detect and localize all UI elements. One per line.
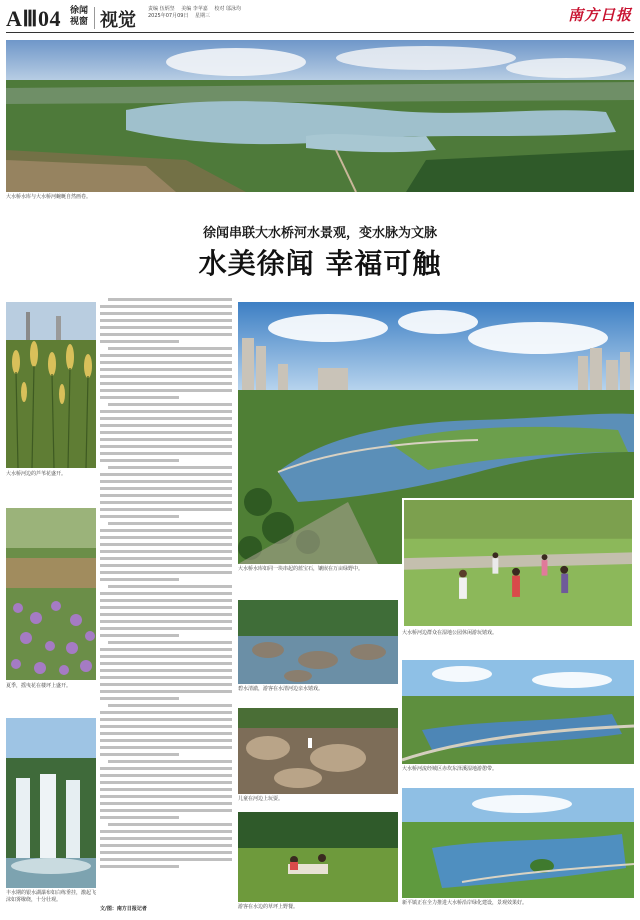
byline: 文/图：南方日报记者 — [100, 906, 147, 912]
photo-reeds — [6, 302, 96, 468]
caption-park-people: 大水桥河边群众在湿地公园休闲游玩嬉戏。 — [402, 630, 498, 636]
caption-reeds: 大水桥河边的芦苇花盛开。 — [6, 471, 67, 477]
photo-riverbank-green — [402, 788, 634, 898]
editor-credit: 责编 伍炳坚 — [148, 6, 175, 12]
photo-flowers — [6, 508, 96, 680]
panorama-photo — [6, 40, 634, 192]
caption-riverbank-green: 新平镇正在全力推进大水桥沿岸绿化建设，景观效果好。 — [402, 900, 528, 906]
editor-info — [148, 6, 288, 20]
photo-park-people — [402, 498, 634, 628]
photo-waterfall — [6, 718, 96, 888]
caption-waterfall: 丰水期的银水湖瀑布如白练垂挂，激起飞沫如雾缭绕，十分壮观。 — [6, 890, 97, 903]
caption-picnic: 游客在水边的草坪上野餐。 — [238, 904, 299, 910]
subheadline: 徐闻串联大水桥河水景观，变水脉为文脉 — [202, 226, 437, 241]
photo-wetland-path — [402, 660, 634, 764]
section-label-line-2: 视窗 — [69, 17, 88, 27]
newspaper-logo: 南方日报 — [567, 6, 632, 24]
headline: 水美徐闻 幸福可触 — [198, 247, 442, 280]
section-divider — [94, 7, 95, 29]
masthead — [0, 0, 640, 34]
proofreader-credit: 校对 邬泳均 — [214, 6, 241, 12]
photo-kids-river — [238, 708, 398, 794]
photo-rocks-stream — [238, 600, 398, 684]
caption-rocks-stream: 碧水清澈，游客在水清河边亲水嬉戏。 — [238, 686, 324, 692]
section-label-line-1: 徐闻 — [69, 6, 88, 16]
editor-info-row-1 — [148, 6, 288, 13]
weekday: 星期三 — [195, 13, 211, 19]
article-body — [100, 298, 232, 910]
caption-panorama: 大水桥水库与大水桥河蜿蜒自然画卷。 — [6, 194, 92, 200]
caption-river-city: 大水桥水库如同一块串起的蓝宝石，镶嵌在万亩绿野中。 — [238, 566, 364, 572]
page-number: AⅢ04 — [6, 6, 62, 31]
section-title: 视觉 — [100, 10, 136, 31]
caption-kids-river: 儿童在河边上玩耍。 — [238, 796, 284, 802]
caption-flowers: 夏季，摇曳花在楼坪上盛开。 — [6, 683, 72, 689]
designer-credit: 美编 李苹嘉 — [181, 6, 208, 12]
editor-info-row-2 — [148, 13, 288, 20]
issue-date: 2025年07月09日 — [148, 13, 189, 19]
section-label — [66, 6, 92, 30]
photo-picnic — [238, 812, 398, 902]
masthead-rule — [6, 32, 634, 33]
caption-wetland-path: 大水桥河流经城区赤坎东泽溪湿地游憩带。 — [402, 766, 498, 772]
